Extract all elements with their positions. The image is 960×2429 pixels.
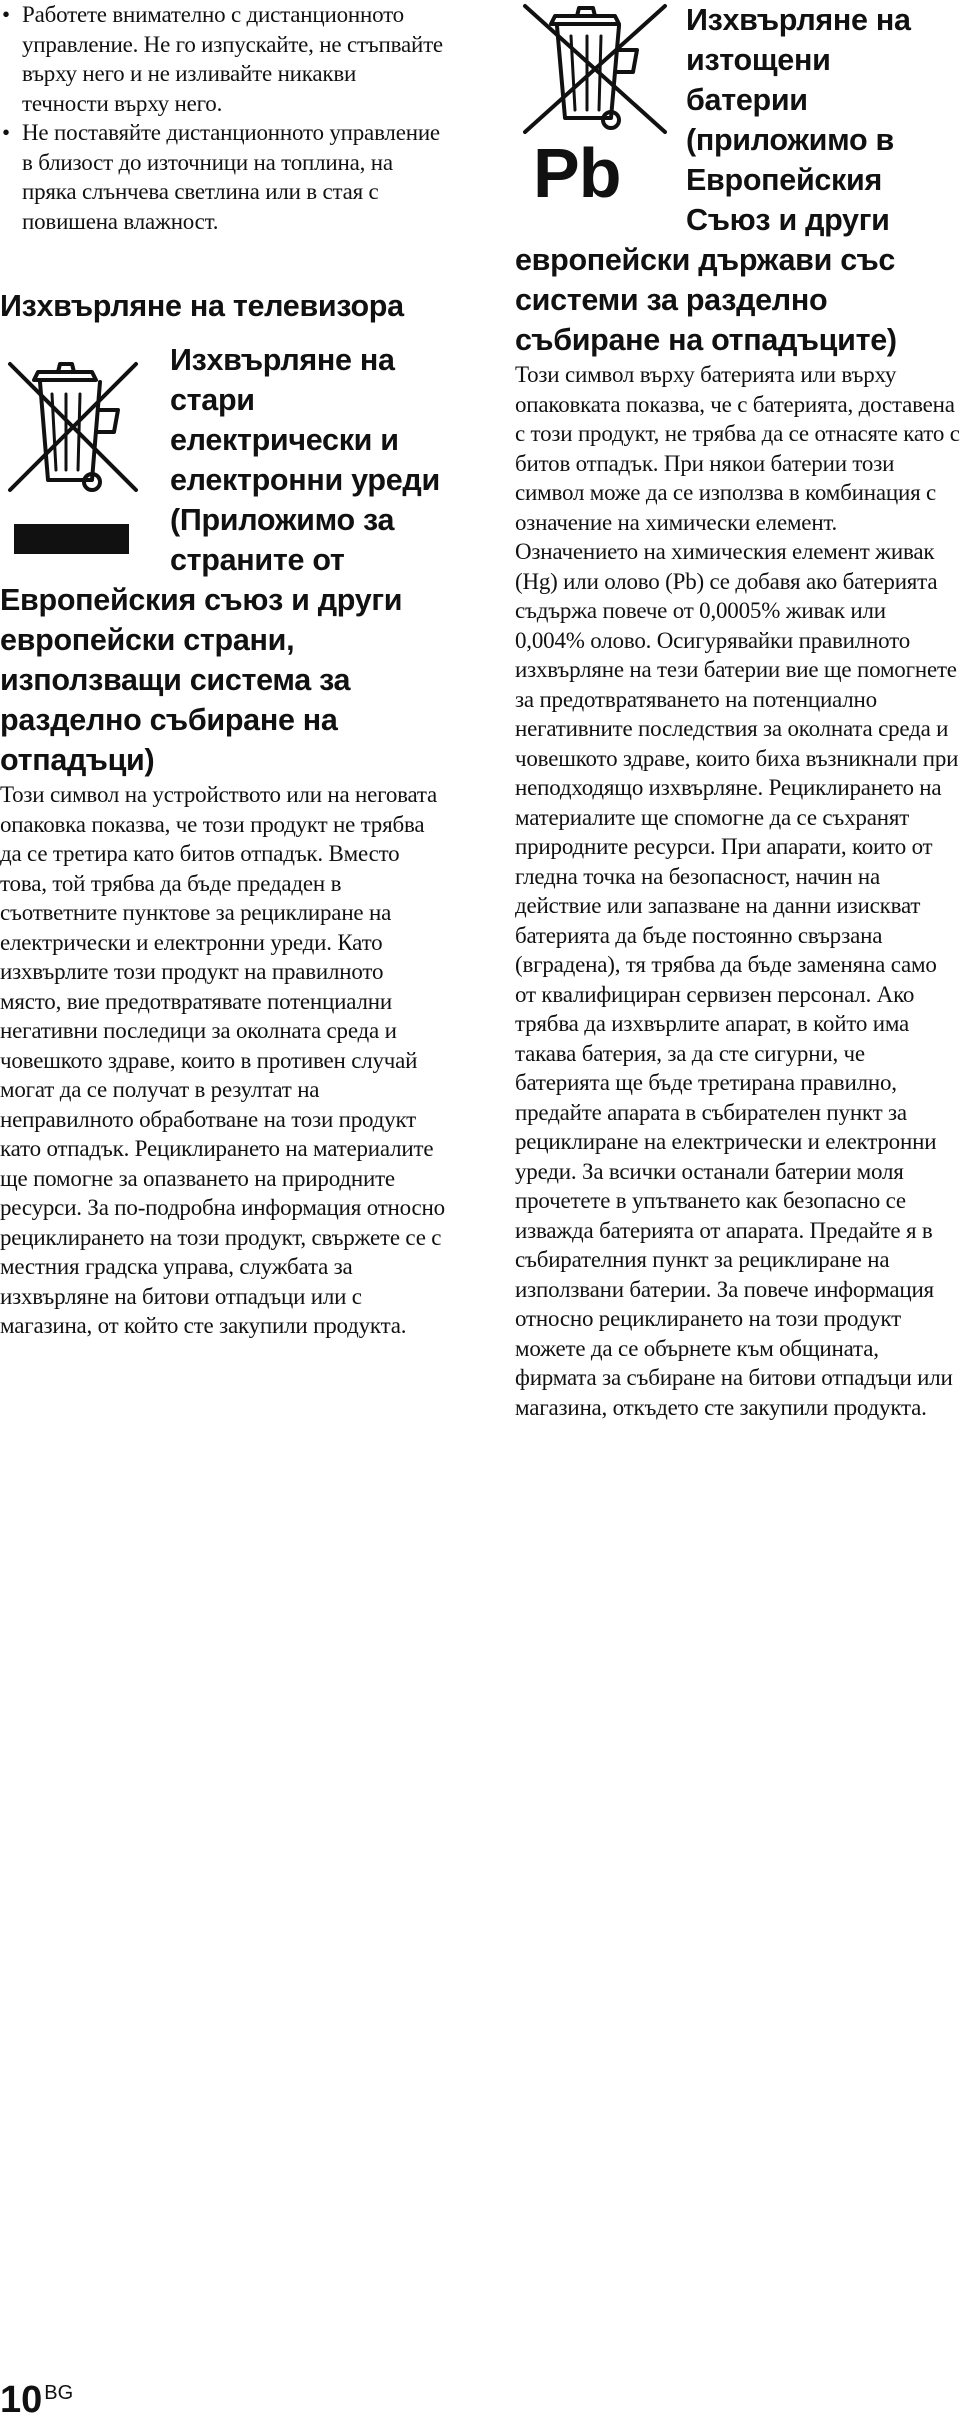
list-item: • Работете внимателно с дистанционното управление. Не го изпускайте, не стъпвайте върху него и не изливайте никакви течности върху него. xyxy=(2,2,443,116)
page-number: 10 xyxy=(0,2379,43,2421)
battery-bin-icon xyxy=(515,0,680,210)
crossed-bin-icon xyxy=(0,340,150,580)
list-item: • Не поставяйте дистанционното управление в близост до източници на топлина, на пряка слънчева светлина или в стая с повишена влажност. xyxy=(2,120,440,234)
language-code: BG xyxy=(44,2382,74,2404)
battery-heading: Изхвърляне на изтощени батерии (приложимо в Европейския Съюз и други европейски държави със системи за разделно събиране на отпадъците) xyxy=(515,3,911,357)
left-column xyxy=(0,0,445,1341)
right-column xyxy=(515,0,960,1422)
bullet-text: Работете внимателно с дистанционното управление. Не го изпускайте, не стъпвайте върху него и не изливайте никакви течности върху него. xyxy=(22,2,443,116)
weee-section xyxy=(0,340,445,1341)
pb-label: Pb xyxy=(533,134,621,212)
battery-body: Този символ върху батерията или върху опаковката показва, че с батерията, доставена с този продукт, не трябва да се отнасяте като с битов отпадък. При някои батерии този символ може да се използва в комбинация с означение на химически елемент. Означението на химическия елемент живак (Hg) или олово (Pb) се добавя ако батерията съдържа повече от 0,0005% живак или 0,004% олово. Осигурявайки правилното изхвърляне на тези батерии вие ще помогнете за предотвратяването на потенциално негативните последствия за околната среда и човешкото здраве, които биха възникнали при неподходящо изхвърляне. Рециклирането на материалите ще спомогне да се съхранят природните ресурси. При апарати, които от гледна точка на безопасност, начин на действие или запазване на данни изискват батерията да бъде постоянно свързана (вградена), тя трябва да бъде заменяна само от квалифициран сервизен персонал. Ако трябва да изхвърлите апарат, в който има такава батерия, за да сте сигурни, че батерията ще бъде третирана правилно, предайте апарата в събирателен пункт за рециклиране на електрически и електронни уреди. За всички останали батерии моля прочетете в упътването как безопасно се изважда батерията от апарата. Предайте я в събирателния пункт за рециклиране на използвани батерии. За повече информация относно рециклирането на този продукт можете да се обърнете към общината, фирмата за събиране на битови отпадъци или магазина, откъдето сте закупили продукта. xyxy=(515,362,960,1420)
bullet-text: Не поставяйте дистанционното управление в близост до източници на топлина, на пряка слънчева светлина или в стая с повишена влажност. xyxy=(22,120,440,234)
remote-care-list xyxy=(0,0,445,236)
weee-body: Този символ на устройството или на неговата опаковка показва, че този продукт не трябва да се третира като битов отпадък. Вместо това, той трябва да бъде предаден в съответните пунктове за рециклиране на електрически и електронни уреди. Като изхвърлите този продукт на правилното място, вие предотвратявате потенциални негативни последици за околната среда и човешкото здраве, които в противен случай могат да се получат в резултат на неправилното обработване на този продукт като отпадък. Рециклирането на материалите ще помогне за опазването на природните ресурси. За по-подробна информация относно рециклирането на този продукт, свържете се с местния градска управа, службата за изхвърляне на битови отпадъци или с магазина, от който сте закупили продукта. xyxy=(0,782,445,1338)
section-title: Изхвърляне на телевизора xyxy=(0,289,404,323)
battery-section xyxy=(515,0,960,1422)
page-footer xyxy=(0,2378,73,2422)
weee-heading: Изхвърляне на стари електрически и електронни уреди (Приложимо за страните от Европейския съюз и други европейски страни, използващи система за разделно събиране на отпадъци) xyxy=(0,343,440,777)
